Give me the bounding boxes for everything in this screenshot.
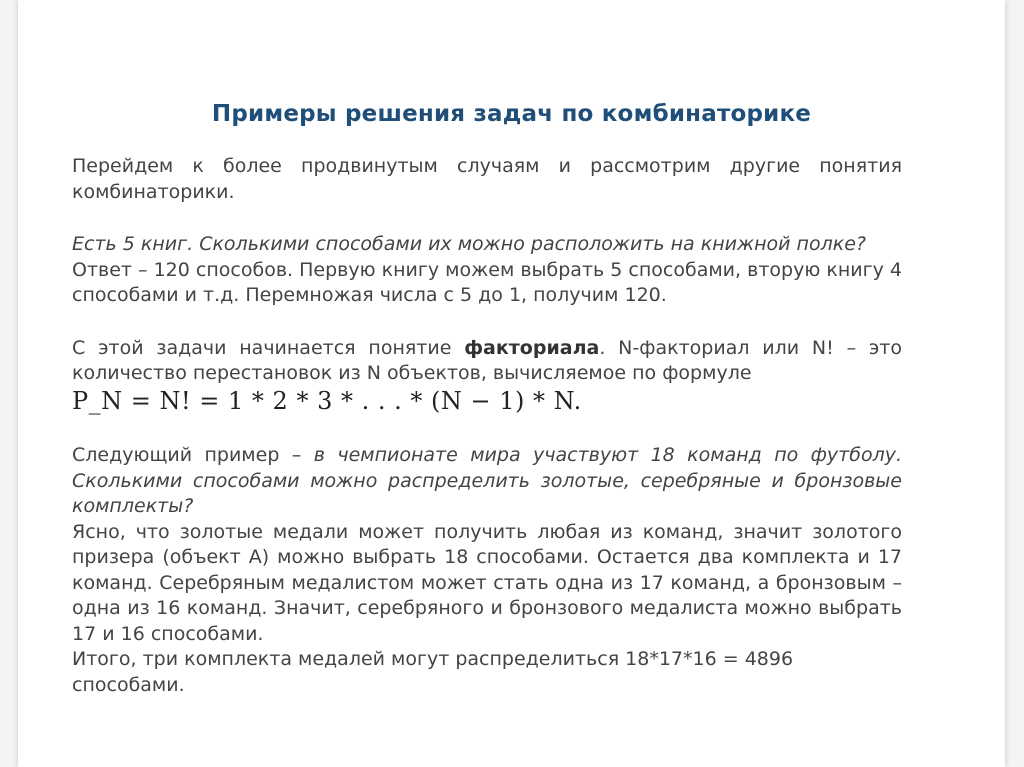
factorial-text-start: С этой задачи начинается понятие [72,336,465,359]
formula-text: P_N = N! = 1 * 2 * 3 * . . . * (N − 1) * N. [72,386,582,415]
factorial-term: факториала [464,336,600,359]
factorial-text-end: . N-факториал или N! – это количество перестановок из N объектов, вычисляемое по формуле [72,336,902,384]
slide-content [72,154,902,698]
medals-question: в чемпионате мира участвуют 18 команд по футболу. Сколькими способами можно распределить золотые, серебряные и бронзовые комплекты? [72,444,902,517]
medals-intro: Следующий пример – [72,444,314,466]
factorial-formula [72,386,582,415]
books-question: Есть 5 книг. Сколькими способами их можно расположить на книжной полке? [72,233,866,255]
medals-total: Итого, три комплекта медалей могут распределиться 18*17*16 = 4896 способами. [72,648,794,696]
books-answer: Ответ – 120 способов. Первую книгу можем выбрать 5 способами, вторую книгу 4 способами и т.д. Перемножая числа с 5 до 1, получим 120. [72,258,902,306]
books-problem [72,232,902,309]
intro-paragraph: Перейдем к более продвинутым случаям и рассмотрим другие понятия комбинаторики. [72,155,902,203]
page-title: Примеры решения задач по комбинаторике [211,101,812,127]
slide-page [18,0,1005,767]
medals-problem [72,443,902,698]
medals-solution: Ясно, что золотые медали может получить любая из команд, значит золотого призера (объект А) можно выбрать 18 способами. Остается два комплекта и 17 команд. Серебряным медалистом может стать одна из 17 команд, а бронзовым – одна из 16 команд. Значит, серебряного и бронзового медалиста можно выбрать 17 и 16 способами. [72,520,902,645]
factorial-paragraph [72,336,902,417]
